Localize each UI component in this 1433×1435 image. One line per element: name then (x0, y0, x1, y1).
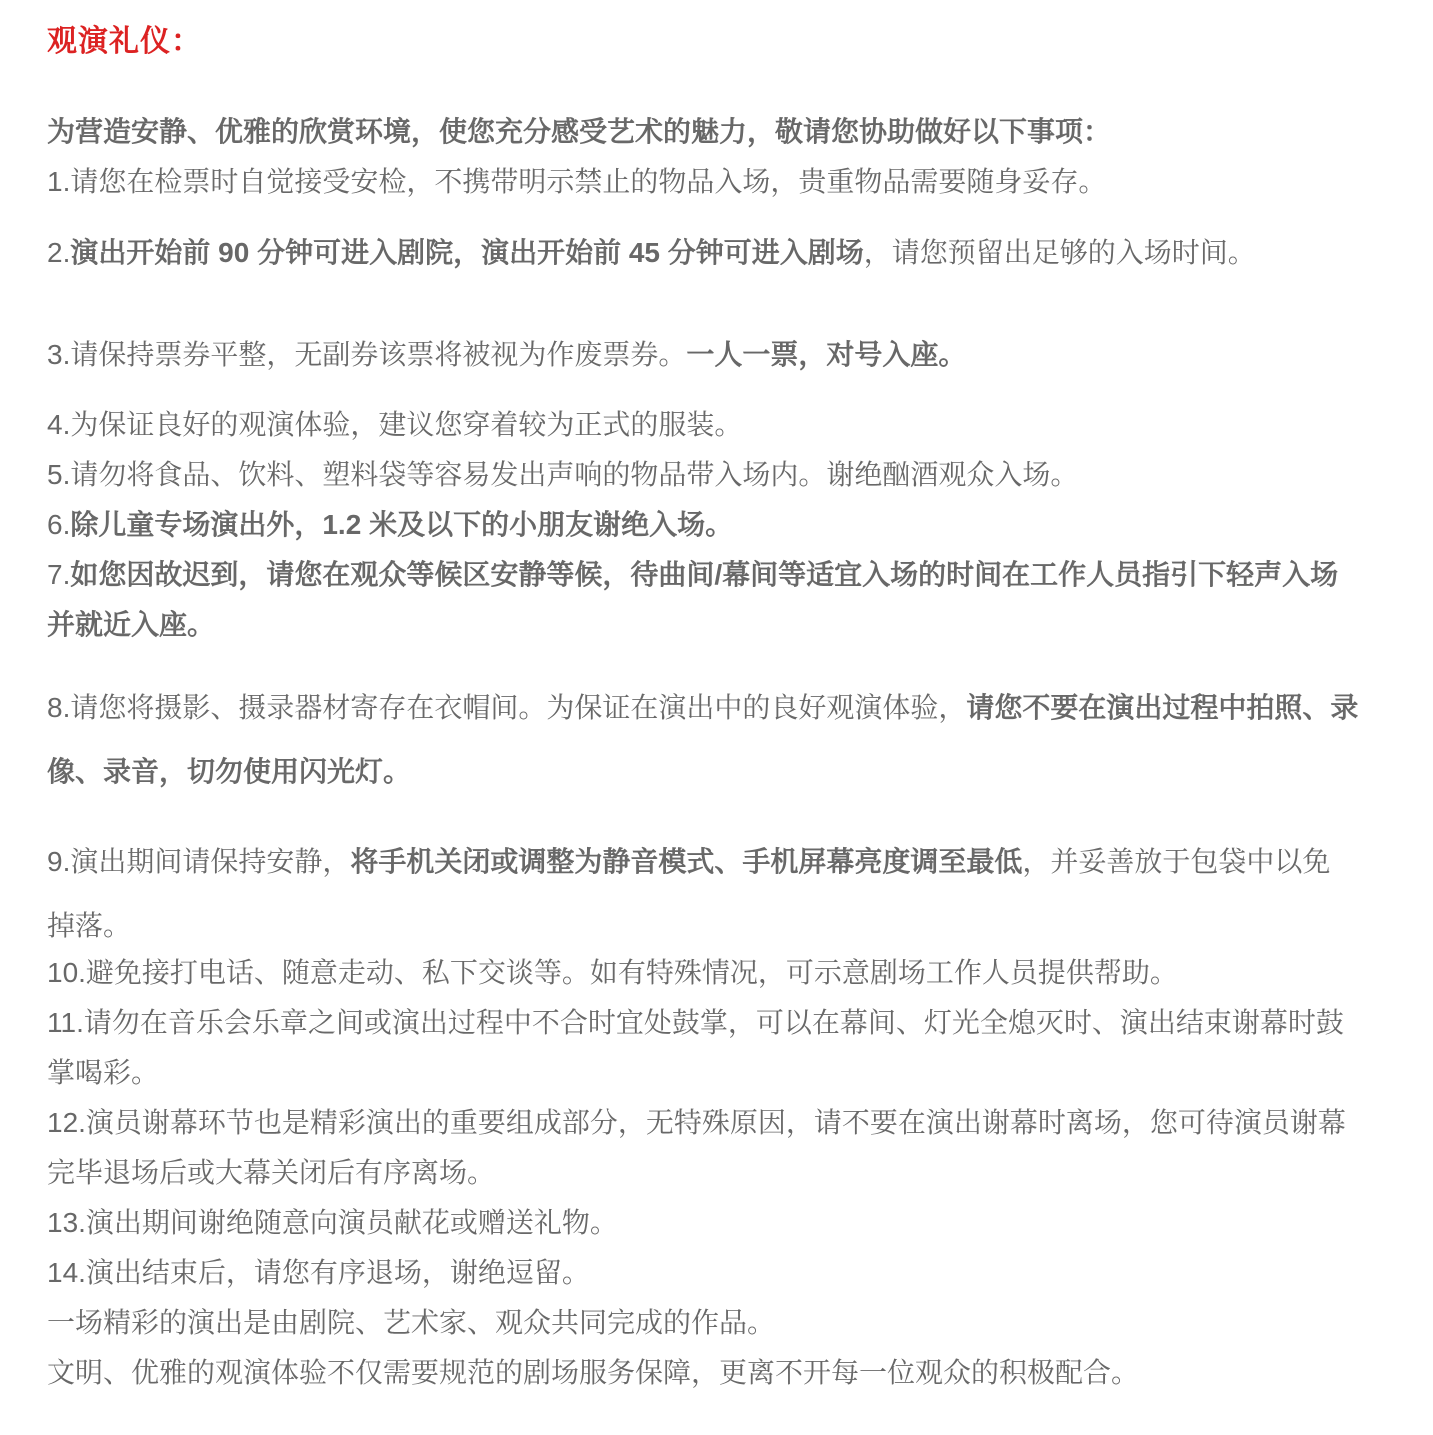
intro-line (47, 107, 1393, 157)
text-segment: 1.请您在检票时自觉接受安检，不携带明示禁止的物品入场，贵重物品需要随身妥存。 (47, 166, 1107, 197)
item-10 (47, 948, 1393, 998)
text-segment: 一人一票，对号入座。 (686, 339, 967, 370)
text-segment: 一场精彩的演出是由剧院、艺术家、观众共同完成的作品。 (47, 1307, 776, 1338)
text-segment: 9.演出期间请保持安静， (47, 846, 351, 877)
text-segment: 演出开始前 90 分钟可进入剧院，演出开始前 45 分钟可进入剧场 (70, 237, 864, 268)
text-segment: 14.演出结束后，请您有序退场，谢绝逗留。 (47, 1257, 590, 1288)
item-1 (47, 157, 1393, 207)
text-segment: 并就近入座。 (47, 609, 216, 640)
item-6 (47, 500, 1393, 550)
text-segment: 13.演出期间谢绝随意向演员献花或赠送礼物。 (47, 1207, 618, 1238)
closing-1 (47, 1298, 1393, 1348)
text-segment: 4.为保证良好的观演体验，建议您穿着较为正式的服装。 (47, 409, 743, 440)
closing-2 (47, 1348, 1393, 1398)
text-segment: 请您不要在演出过程中拍照、录 (966, 692, 1359, 723)
text-segment: ，请您预留出足够的入场时间。 (863, 237, 1256, 268)
etiquette-paragraphs (47, 107, 1393, 1398)
text-segment: 5.请勿将食品、饮料、塑料袋等容易发出声响的物品带入场内。谢绝酗酒观众入场。 (47, 459, 1079, 490)
text-segment: 像、录音，切勿使用闪光灯。 (47, 756, 412, 787)
text-segment: 11.请勿在音乐会乐章之间或演出过程中不合时宜处鼓掌，可以在幕间、灯光全熄灭时、演出结束谢幕时鼓 (47, 1007, 1344, 1038)
text-segment: 12.演员谢幕环节也是精彩演出的重要组成部分，无特殊原因，请不要在演出谢幕时离场，您可待演员谢幕 (47, 1107, 1346, 1138)
text-segment: 6. (47, 509, 71, 540)
text-segment: 10.避免接打电话、随意走动、私下交谈等。如有特殊情况，可示意剧场工作人员提供帮助。 (47, 957, 1178, 988)
item-3 (47, 330, 1393, 380)
text-segment: 3.请保持票券平整，无副券该票将被视为作废票券。 (47, 339, 687, 370)
text-segment: 7. (47, 559, 71, 590)
page-title: 观演礼仪： (47, 25, 202, 58)
text-segment: 将手机关闭或调整为静音模式、手机屏幕亮度调至最低 (350, 846, 1023, 877)
text-segment: 为营造安静、优雅的欣赏环境，使您充分感受艺术的魅力，敬请您协助做好以下事项： (47, 116, 1112, 147)
text-segment: 掉落。 (47, 910, 132, 941)
item-4 (47, 400, 1393, 450)
text-segment: 除儿童专场演出外，1.2 米及以下的小朋友谢绝入场。 (70, 509, 734, 540)
item-12 (47, 1098, 1393, 1198)
item-9 (47, 830, 1393, 958)
item-13 (47, 1198, 1393, 1248)
text-segment: 文明、优雅的观演体验不仅需要规范的剧场服务保障，更离不开每一位观众的积极配合。 (47, 1357, 1140, 1388)
item-8 (47, 676, 1393, 804)
text-segment: 完毕退场后或大幕关闭后有序离场。 (47, 1157, 496, 1188)
text-segment: 2. (47, 237, 71, 268)
text-segment: ，并妥善放于包袋中以免 (1022, 846, 1331, 877)
text-segment: 掌喝彩。 (47, 1057, 160, 1088)
item-2 (47, 228, 1393, 278)
item-14 (47, 1248, 1393, 1298)
item-7 (47, 550, 1393, 650)
item-5 (47, 450, 1393, 500)
text-segment: 8.请您将摄影、摄录器材寄存在衣帽间。为保证在演出中的良好观演体验， (47, 692, 967, 723)
item-11 (47, 998, 1393, 1098)
text-segment: 如您因故迟到，请您在观众等候区安静等候，待曲间/幕间等适宜入场的时间在工作人员指引下轻声入场 (70, 559, 1339, 590)
